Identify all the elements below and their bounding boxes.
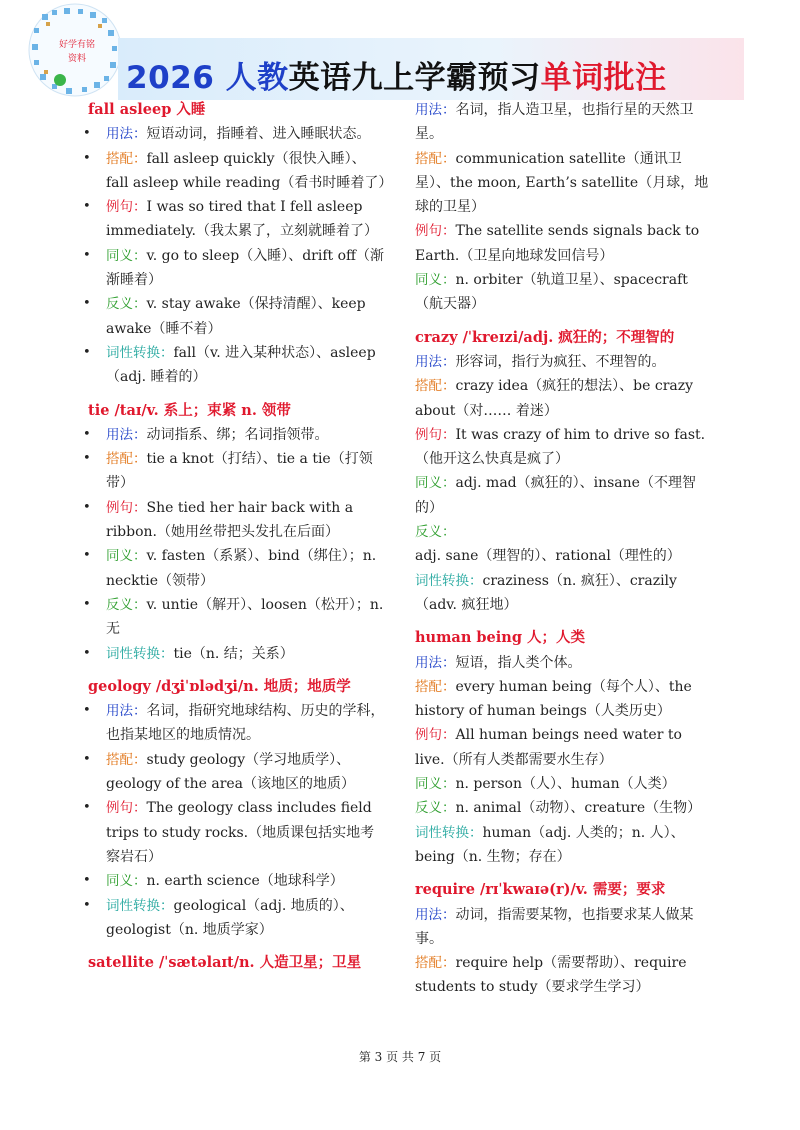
entry-note: [415, 219, 715, 268]
note-label: 搭配：: [106, 150, 147, 167]
entry-headword: tie /taɪ/v. 系上；束紧 n. 领带: [88, 401, 291, 419]
note-label: 搭配：: [415, 150, 456, 167]
note-text: The geology class includes field trips to study rocks.（地质课包括实地考察岩石）: [106, 800, 375, 865]
entry-headword: human being 人；人类: [415, 629, 586, 647]
note-label: 用法：: [415, 102, 456, 118]
note-text: 名词，指研究地球结构、历史的学科，也指某地区的地质情况。: [106, 703, 385, 744]
note-text: adj. sane（理智的）、rational（理性的）: [415, 548, 681, 565]
note-text: tie（n. 结；关系）: [173, 645, 294, 662]
note-text: n. person（人）、human（人类）: [455, 776, 676, 793]
note-label: 用法：: [106, 126, 147, 143]
note-label: 词性转换：: [415, 572, 483, 589]
note-text: I was so tired that I fell asleep immediately.（我太累了，立刻就睡着了）: [106, 199, 378, 240]
note-text: 动词，指需要某物，也指要求某人做某事。: [415, 906, 694, 947]
note-label: 同义：: [415, 776, 456, 793]
entry-headword: geology /dʒiˈɒlədʒi/n. 地质；地质学: [88, 677, 351, 695]
entry-note: [415, 569, 715, 618]
entry-note: [415, 796, 715, 820]
note-text: n. earth science（地球科学）: [146, 873, 344, 890]
note-label: 反义：: [106, 296, 147, 313]
entry-note: [88, 699, 388, 748]
note-text: v. fasten（系紧）、bind（绑住）；n. necktie（领带）: [106, 548, 377, 589]
note-label: 搭配：: [415, 378, 456, 395]
entry-headword: require /rɪˈkwaɪə(r)/v. 需要；要求: [415, 881, 666, 899]
vocab-entry: [88, 399, 388, 666]
entry-note: [88, 544, 388, 593]
note-text: adj. mad（疯狂的）、insane（不理智的）: [415, 475, 696, 516]
note-text: n. orbiter（轨道卫星）、spacecraft（航天器）: [415, 272, 688, 313]
note-text: craziness（n. 疯狂）、crazily（adv. 疯狂地）: [415, 572, 677, 613]
vocab-entry: [415, 98, 715, 317]
entry-note: [415, 350, 715, 374]
note-label: 反义：: [415, 800, 456, 817]
note-text: 动词指系、绑；名词指领带。: [146, 426, 329, 443]
entry-note: [88, 244, 388, 293]
note-text: 短语动词，指睡着、进入睡眠状态。: [146, 126, 371, 143]
entry-note: [88, 292, 388, 341]
logo-text: [47, 38, 107, 66]
vocab-entry: [88, 675, 388, 942]
note-label: 反义：: [415, 524, 456, 541]
note-text: every human being（每个人）、the history of human beings（人类历史）: [415, 678, 692, 720]
logo-line-1: 好学有铭: [58, 40, 95, 50]
note-text: n. animal（动物）、creature（生物）: [455, 800, 702, 817]
note-text: communication satellite（通讯卫星）、the moon, Earth’s satellite（月球，地球的卫星）: [415, 150, 709, 216]
note-label: 反义：: [106, 596, 147, 613]
note-text: It was crazy of him to drive so fast.（他开这么快真是疯了）: [415, 426, 706, 468]
vocab-entry: [415, 878, 715, 999]
entry-note: [415, 423, 715, 472]
entry-note: [415, 903, 715, 952]
note-text: fall（v. 进入某种状态）、asleep（adj. 睡着的）: [106, 344, 376, 386]
entry-headword: satellite /ˈsætəlaɪt/n. 人造卫星；卫星: [88, 954, 362, 972]
entry-note: [88, 341, 388, 390]
note-text: She tied her hair back with a ribbon.（她用丝带把头发扎在后面）: [106, 499, 354, 541]
entry-note: [415, 675, 715, 724]
page-footer: 第 3 页 共 7 页: [358, 1050, 442, 1064]
note-text: fall asleep quickly（很快入睡）、fall asleep while reading（看书时睡着了）: [106, 150, 393, 191]
logo-line-2: 资料: [67, 54, 86, 64]
title-topic: 单词批注: [540, 60, 667, 96]
note-label: 词性转换：: [106, 897, 174, 914]
note-label: 词性转换：: [106, 344, 174, 361]
vocab-entry: [415, 626, 715, 869]
entry-note: [415, 951, 715, 1000]
page-title: [126, 52, 667, 97]
entry-note: [88, 447, 388, 496]
note-text: v. untie（解开）、loosen（松开）；n. 无: [106, 596, 384, 638]
entry-note: [88, 122, 388, 146]
note-label: 同义：: [106, 873, 147, 890]
note-text: 名词，指人造卫星，也指行星的天然卫星。: [415, 102, 694, 143]
note-text: v. stay awake（保持清醒）、keep awake（睡不着）: [106, 296, 366, 337]
note-text: v. go to sleep（入睡）、drift off（渐渐睡着）: [106, 247, 384, 289]
entry-note: [415, 268, 715, 317]
entry-note: [415, 147, 715, 220]
note-label: 同义：: [415, 475, 456, 492]
note-text: 短语，指人类个体。: [455, 654, 582, 671]
entry-note: [88, 147, 393, 196]
vocab-entry: [88, 98, 393, 390]
entry-note: [415, 821, 715, 870]
vocab-entry: [415, 326, 715, 618]
vocab-entry: [88, 951, 388, 975]
title-publisher: 人教: [225, 60, 289, 96]
note-text: human（adj. 人类的；n. 人）、being（n. 生物；存在）: [415, 824, 685, 865]
entry-note: [415, 471, 715, 520]
note-label: 词性转换：: [106, 645, 174, 662]
note-label: 例句：: [415, 426, 456, 443]
note-text: crazy idea（疯狂的想法）、be crazy about（对…… 着迷）: [415, 378, 694, 419]
title-year: 2026: [126, 60, 215, 96]
entry-note: [415, 772, 715, 796]
note-label: 例句：: [106, 199, 147, 216]
entry-note: [415, 520, 715, 569]
note-label: 用法：: [106, 426, 147, 443]
right-column: [415, 98, 715, 1009]
note-label: 用法：: [415, 353, 456, 370]
note-text: All human beings need water to live.（所有人类都需要水生存）: [415, 727, 682, 768]
entry-note: [88, 496, 388, 545]
entry-note: [88, 195, 388, 244]
entry-headword: fall asleep 入睡: [88, 101, 206, 118]
note-label: 搭配：: [106, 751, 147, 768]
entry-note: [415, 374, 715, 423]
entry-note: [415, 98, 715, 147]
note-label: 用法：: [415, 906, 456, 923]
note-label: 同义：: [415, 272, 456, 289]
entry-note: [415, 723, 715, 772]
note-text: The satellite sends signals back to Earth.（卫星向地球发回信号）: [415, 223, 700, 264]
note-label: 用法：: [106, 703, 147, 720]
note-text: geological（adj. 地质的）、geologist（n. 地质学家）: [106, 897, 354, 938]
note-label: 同义：: [106, 548, 147, 565]
entry-note: [88, 796, 388, 869]
title-subject: 英语九上学霸预习: [288, 60, 541, 96]
note-label: 词性转换：: [415, 824, 483, 841]
note-label: 例句：: [415, 727, 456, 744]
note-text: tie a knot（打结）、tie a tie（打领带）: [106, 451, 373, 492]
entry-note: [88, 423, 388, 447]
note-label: 搭配：: [415, 678, 456, 695]
note-label: 例句：: [106, 499, 147, 516]
note-label: 搭配：: [415, 955, 456, 972]
note-text: 形容词，指行为疯狂、不理智的。: [455, 353, 666, 370]
entry-note: [88, 642, 388, 666]
entry-note: [88, 748, 388, 797]
left-column: [88, 98, 393, 984]
note-label: 搭配：: [106, 451, 147, 468]
note-label: 例句：: [106, 800, 147, 817]
note-text: study geology（学习地质学）、geology of the area（该地区的地质）: [106, 751, 356, 793]
entry-note: [415, 651, 715, 675]
entry-note: [88, 869, 388, 893]
entry-note: [88, 593, 388, 642]
note-label: 用法：: [415, 654, 456, 671]
note-text: require help（需要帮助）、require students to study（要求学生学习）: [415, 955, 687, 996]
note-label: 同义：: [106, 247, 147, 264]
note-label: 例句：: [415, 223, 456, 240]
entry-headword: crazy /ˈkreɪzi/adj. 疯狂的；不理智的: [415, 328, 675, 346]
entry-note: [88, 894, 388, 943]
